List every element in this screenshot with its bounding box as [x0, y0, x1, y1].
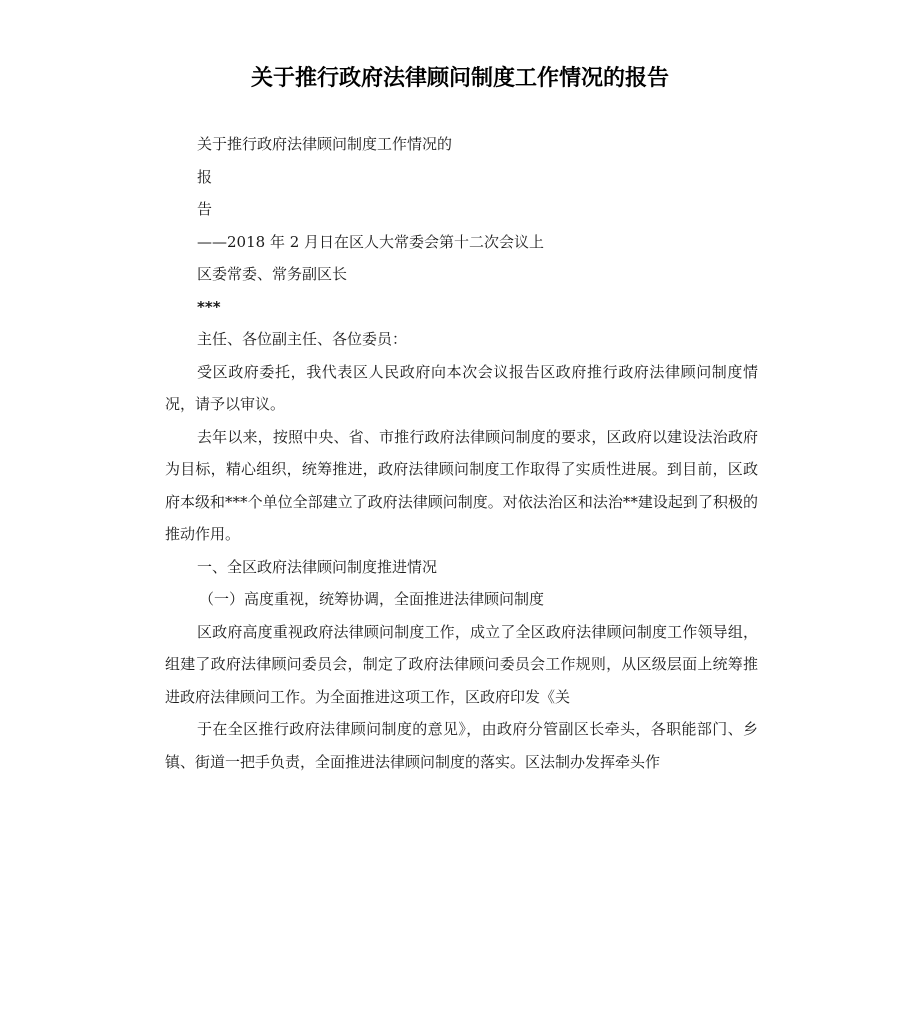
paragraph: 于在全区推行政府法律顾问制度的意见》，由政府分管副区长牵头，各职能部门、乡镇、街道一把手负责，全面推进法律顾问制度的落实。区法制办发挥牵头作	[165, 720, 758, 771]
document-body	[165, 128, 758, 778]
subsection-heading: （一）高度重视，统筹协调，全面推进法律顾问制度	[199, 590, 545, 608]
paragraph: 受区政府委托，我代表区人民政府向本次会议报告区政府推行政府法律顾问制度情况，请予以审议。	[165, 362, 758, 413]
subtitle-line: 报	[197, 167, 213, 186]
paragraph: 区政府高度重视政府法律顾问制度工作，成立了全区政府法律顾问制度工作领导组，组建了政府法律顾问委员会，制定了政府法律顾问委员会工作规则，从区级层面上统筹推进政府法律顾问工作。为全面推进这项工作，区政府印发《关	[165, 622, 758, 706]
paragraph: 去年以来，按照中央、省、市推行政府法律顾问制度的要求，区政府以建设法治政府为目标，精心组织，统筹推进，政府法律顾问制度工作取得了实质性进展。到目前，区政府本级和***个单位全部建立了政府法律顾问制度。对依法治区和法治**建设起到了积极的推动作用。	[165, 427, 758, 543]
page-title: 关于推行政府法律顾问制度工作情况的报告	[250, 66, 669, 91]
speaker-title: 区委常委、常务副区长	[197, 265, 348, 283]
salutation: 主任、各位副主任、各位委员：	[197, 330, 408, 348]
subtitle-line: 关于推行政府法律顾问制度工作情况的	[197, 135, 453, 153]
speaker-name: ***	[197, 297, 221, 316]
meeting-line: ——2018 年 2 月日在区人大常委会第十二次会议上	[197, 232, 545, 251]
subtitle-line: 告	[197, 200, 213, 218]
section-heading: 一、全区政府法律顾问制度推进情况	[197, 557, 438, 576]
